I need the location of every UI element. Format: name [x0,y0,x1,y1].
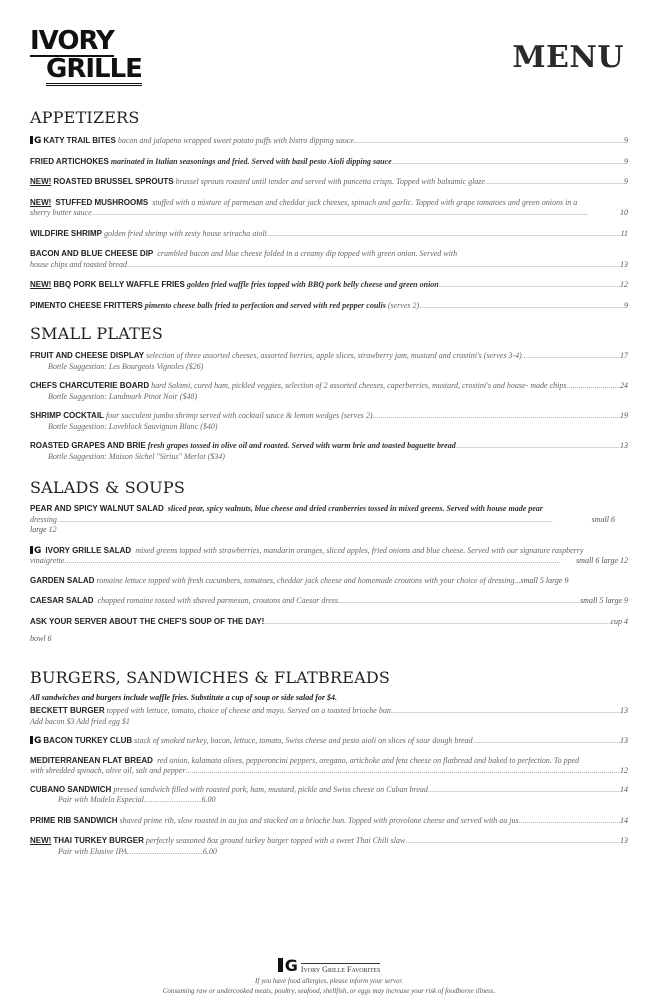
favorite-ig-icon: G [30,736,40,747]
section-note: All sandwiches and burgers include waffle fries. Substitute a cup of soup or side salad for $4. [30,693,337,702]
menu-item: PRIME RIB SANDWICH shaved prime rib, slow roasted in au jus and stacked on a brioche bun. Topped with provolone cheese and served with au jus ..... 14 [30,816,628,827]
price: 17 [620,351,628,360]
price: 13 [620,259,628,269]
price: 9 [624,156,628,166]
menu-item: MEDITERRANEAN FLAT BREAD red onion, kalamata olives, pepperoncini peppers, oregano, artichoke and feta cheese on flatbread and baked to perfection. To pped with shredded spinach, olive oil, salt and pepper ..... 12 [30,756,628,777]
price: 12 [620,766,628,775]
price: 12 [620,280,628,289]
price-large: large 12 [30,525,57,534]
add-ons: Add bacon $3 Add fried egg $1 [30,716,130,726]
menu-item: WILDFIRE SHRIMP golden fried shrimp with zesty house sriracha aioli ..... 11 [30,229,628,240]
beer-pairing: Pair with Modelo Especial.........................6.00 [58,795,216,804]
section-title: SMALL PLATES [30,324,164,343]
price: small 5 large 9 [520,575,569,585]
price: 9 [624,300,628,310]
menu-item: NEW! STUFFED MUSHROOMS stuffed with a mixture of parmesan and cheddar jack cheeses, spinach and garlic. Topped with grape tomatoes and green onions in a sherry butter sauce ..... 10 [30,198,628,219]
menu-item: PEAR AND SPICY WALNUT SALAD sliced pear, spicy walnuts, blue cheese and dried cranberries tossed in mixed greens. Served with house made pear dressing ..... small 6 large 12 [30,504,628,536]
menu-item: SHRIMP COCKTAIL four succulent jumbo shrimp served with cocktail sauce & lemon wedges (serves 2) ..... 19 Bottle Suggestion: Loveblock Sauvignon Blanc ($40) [30,411,628,432]
page-title: MENU [512,40,624,75]
menu-item: CAESAR SALAD chopped romaine tossed with shaved parmesan, croutons and Caesar dress ..... small 5 large 9 [30,596,628,607]
new-badge: NEW! [30,280,52,289]
section-appetizers [30,108,628,311]
menu-item: G BACON TURKEY CLUB stack of smoked turkey, bacon, lettuce, tomato, Swiss cheese and pesto aioli on slices of sour dough bread ..... 13 [30,736,628,747]
price: 9 [624,136,628,145]
menu-item: FRIED ARTICHOKES marinated in Italian seasonings and fried. Served with basil pesto Aioli dipping sauce ..... 9 [30,157,628,168]
logo-line-1: IVORY [30,26,114,56]
favorite-ig-icon: G [278,958,297,974]
menu-item: NEW! ROASTED BRUSSEL SPROUTS brussel sprouts roasted until tender and served with pancetta crisps. Topped with balsamic glaze ..... 9 [30,177,628,188]
section-title: BURGERS, SANDWICHES & FLATBREADS [30,668,391,687]
price: 19 [620,411,628,420]
price: 24 [620,381,628,390]
favorite-ig-icon: G [30,136,40,147]
section-burgers [30,668,628,857]
price: 13 [620,706,628,715]
allergy-note: If you have food allergies, please inform your server. [255,977,403,985]
price: small 6 [591,514,615,524]
price: cup 4 [610,616,628,626]
favorites-legend [278,958,381,974]
new-badge: NEW! [30,177,52,186]
menu-item: CHEFS CHARCUTERIE BOARD hard Salami, cured ham, pickled veggies, selection of 2 assorted cheeses, caperberries, mustard, crostini's and house- made chips ..... 24 Bottle Suggestion: Landmark Pinot Noir ($48) [30,381,628,402]
menu-item: PIMENTO CHEESE FRITTERS pimento cheese balls fried to perfection and served with red pepper coulis (serves 2) ..... 9 [30,301,628,312]
menu-item: GARDEN SALAD romaine lettuce topped with fresh cucumbers, tomatoes, cheddar jack cheese and homemade croutons with your choice of dressing... small 5 large 9 [30,575,569,585]
menu-item: G IVORY GRILLE SALAD mixed greens topped with strawberries, mandarin oranges, sliced apples, fried onions and blue cheese. Served with our signature raspberry vinaigrette ..... small 6 large 12 [30,546,628,567]
price: 9 [624,177,628,186]
beer-pairing: Pair with Elusive IPA.................................6.00 [58,846,217,856]
price-bowl: bowl 6 [30,634,52,643]
menu-item: ASK YOUR SERVER ABOUT THE CHEF'S SOUP OF THE DAY! ..... cup 4 bowl 6 [30,617,628,645]
consumption-warning: Consuming raw or undercooked meats, poultry, seafood, shellfish, or eggs may increase your risk of foodborne illness. [162,987,496,995]
menu-item: BACON AND BLUE CHEESE DIP crumbled bacon and blue cheese folded in a creamy dip topped with green onion. Served with house chips and toasted bread ..... 13 [30,249,628,270]
menu-item: CUBANO SANDWICH pressed sandwich filled with roasted pork, ham, mustard, pickle and Swiss cheese on Cuban bread ..... 14 Pair with Modelo Especial.........................6.00 [30,785,628,806]
bottle-suggestion: Bottle Suggestion: Les Bourgeois Vignoles ($26) [48,361,204,371]
price: small 5 large 9 [580,596,628,605]
menu-item: NEW! THAI TURKEY BURGER perfectly seasoned 8oz ground turkey burger topped with a sweet Thai Chili slaw ..... 13 Pair with Elusive IPA.................................6.00 [30,836,628,857]
section-title: APPETIZERS [30,108,140,127]
logo-line-2: GRILLE [46,54,142,84]
price: 11 [620,228,628,238]
bottle-suggestion: Bottle Suggestion: Loveblock Sauvignon Blanc ($40) [48,421,218,431]
price: 13 [620,736,628,745]
section-salads-soups [30,478,628,645]
menu-item: ROASTED GRAPES AND BRIE fresh grapes tossed in olive oil and roasted. Served with warm brie and toasted baguette bread ..... 13 Bottle Suggestion: Maison Sichel "Sirius" Merlot ($34) [30,441,628,462]
new-badge: NEW! [30,836,52,845]
menu-item: G KATY TRAIL BITES bacon and jalapeno wrapped sweet potato puffs with bistro dipping sauce. ..... 9 [30,136,628,147]
menu-item: BECKETT BURGER topped with lettuce, tomato, choice of cheese and mayo. Served on a toasted brioche bun ..... 13 Add bacon $3 Add fried egg $1 [30,706,628,727]
price: 14 [620,784,628,794]
menu-item: FRUIT AND CHEESE DISPLAY selection of three assorted cheeses, assorted berries, apple slices, strawberry jam, mustard and crostini's (serves 3-4) ..... 17 Bottle Suggestion: Les Bourgeois Vignoles ($26) [30,351,628,372]
favorite-ig-icon: G [30,546,40,557]
favorites-label: Ivory Grille Favorites [300,965,381,974]
bottle-suggestion: Bottle Suggestion: Maison Sichel "Sirius" Merlot ($34) [48,451,225,461]
price: 14 [620,815,628,825]
footer [0,958,658,996]
bottle-suggestion: Bottle Suggestion: Landmark Pinot Noir ($48) [48,391,198,401]
price: 13 [620,441,628,450]
new-badge: NEW! [30,197,52,207]
ivory-grille-logo [30,28,160,84]
price: 10 [620,208,628,217]
section-small-plates [30,324,628,462]
price: small 6 large 12 [576,556,628,565]
menu-item: NEW! BBQ PORK BELLY WAFFLE FRIES golden fried waffle fries topped with BBQ pork belly cheese and green onion ..... 12 [30,280,628,291]
price: 13 [620,836,628,845]
section-title: SALADS & SOUPS [30,478,185,497]
